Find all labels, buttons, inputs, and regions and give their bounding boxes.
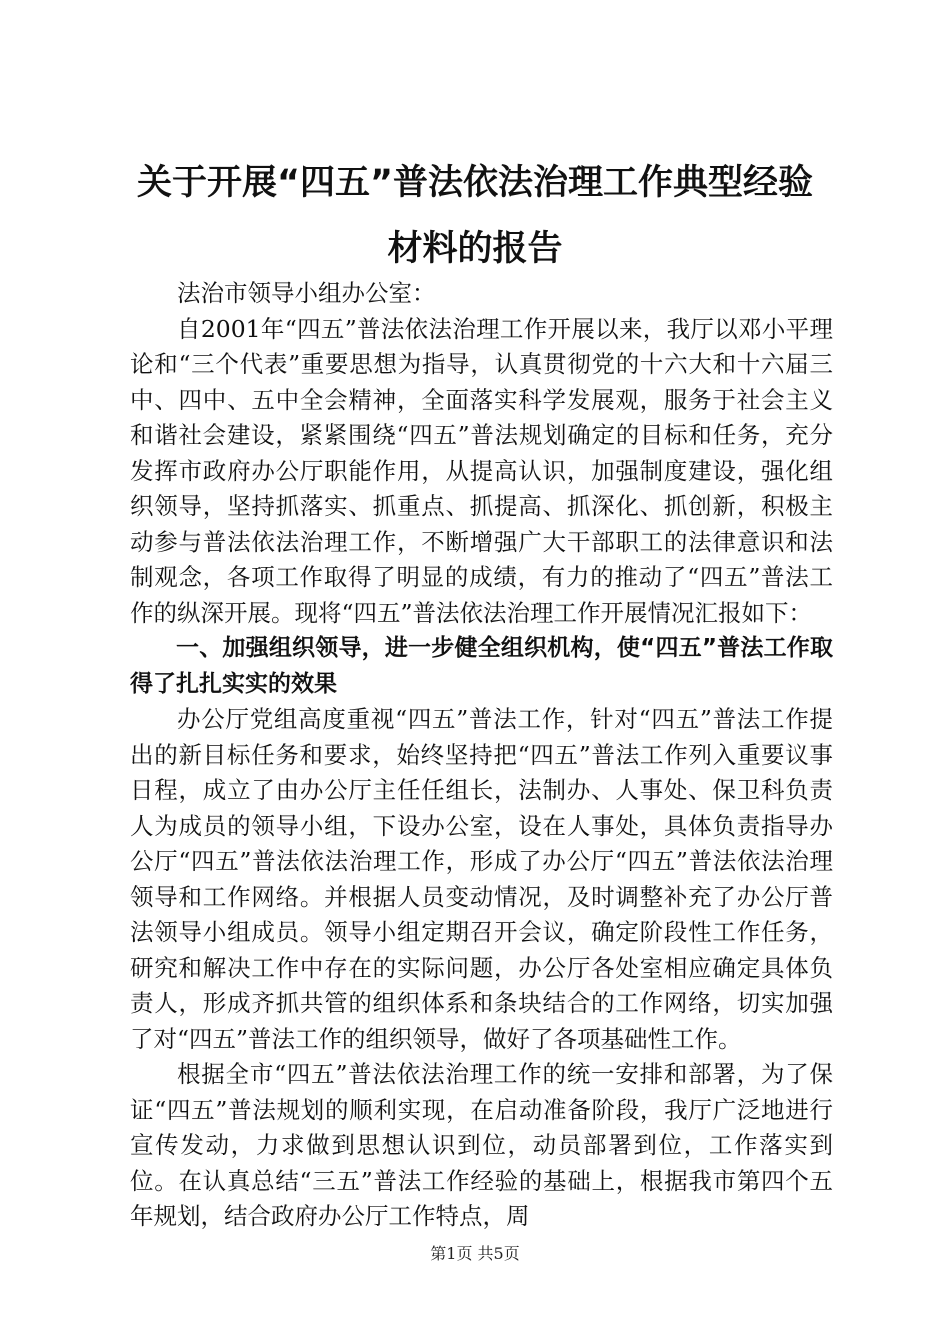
document-body <box>130 276 833 1235</box>
paragraph-organization: 办公厅党组高度重视“四五”普法工作，针对“四五”普法工作提出的新目标任务和要求，始终坚持把“四五”普法工作列入重要议事日程，成立了由办公厅主任任组长，法制办、人事处、保卫科负责人为成员的领导小组，下设办公室，设在人事处，具体负责指导办公厅“四五”普法依法治理工作，形成了办公厅“四五”普法依法治理领导和工作网络。并根据人员变动情况，及时调整补充了办公厅普法领导小组成员。领导小组定期召开会议，确定阶段性工作任务，研究和解决工作中存在的实际问题，办公厅各处室相应确定具体负责人，形成齐抓共管的组织体系和条块结合的工作网络，切实加强了对“四五”普法工作的组织领导，做好了各项基础性工作。 <box>130 705 833 1053</box>
title-line-1: 关于开展“四五”普法依法治理工作典型经验 <box>136 163 813 203</box>
title-line-2: 材料的报告 <box>387 229 563 269</box>
paragraph-deployment: 根据全市“四五”普法依法治理工作的统一安排和部署，为了保证“四五”普法规划的顺利实现，在启动准备阶段，我厅广泛地进行宣传发动，力求做到思想认识到位，动员部署到位，工作落实到位。在认真总结“三五”普法工作经验的基础上，根据我市第四个五年规划，结合政府办公厅工作特点，周 <box>130 1060 833 1230</box>
salutation: 法治市领导小组办公室： <box>177 279 436 307</box>
document-title <box>110 150 840 282</box>
section-heading-1: 一、加强组织领导，进一步健全组织机构，使“四五”普法工作取得了扎扎实实的效果 <box>130 635 833 697</box>
paragraph-intro: 自2001年“四五”普法依法治理工作开展以来，我厅以邓小平理论和“三个代表”重要思想为指导，认真贯彻党的十六大和十六届三中、四中、五中全会精神，全面落实科学发展观，服务于社会主义和谐社会建设，紧紧围绕“四五”普法规划确定的目标和任务，充分发挥市政府办公厅职能作用，从提高认识，加强制度建设，强化组织领导，坚持抓落实、抓重点、抓提高、抓深化、抓创新，积极主动参与普法依法治理工作，不断增强广大干部职工的法律意识和法制观念，各项工作取得了明显的成绩，有力的推动了“四五”普法工作的纵深开展。现将“四五”普法依法治理工作开展情况汇报如下： <box>130 314 833 627</box>
page-footer: 第1页 共5页 <box>430 1244 520 1263</box>
